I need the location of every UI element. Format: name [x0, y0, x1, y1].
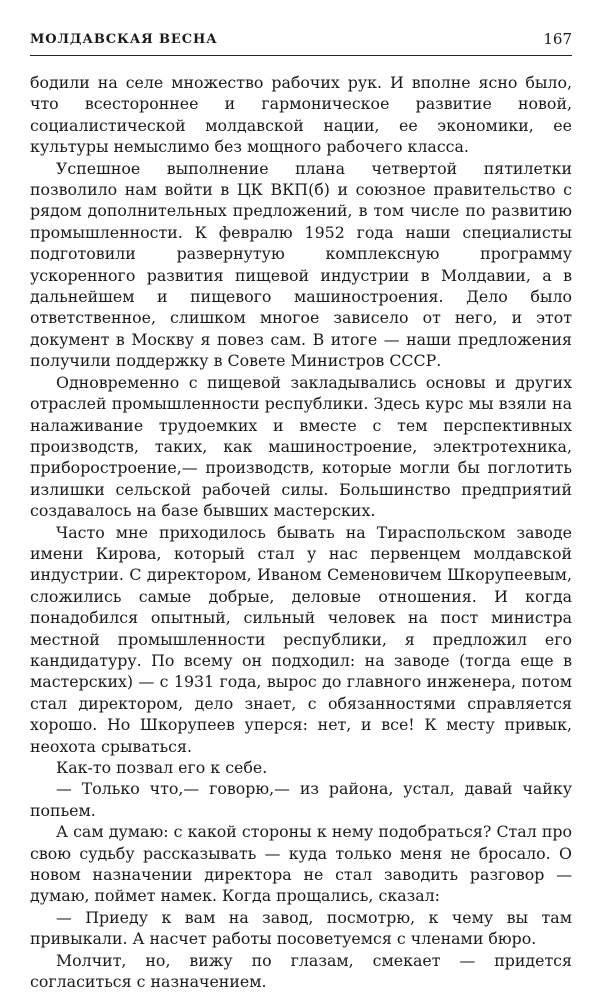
- paragraph: А сам думаю: с какой стороны к нему подобраться? Стал про свою судьбу рассказывать — куда только меня не бросало. О новом назначении директора не стал заводить разговор — думаю, поймет намек. Когда прощались, сказал:: [30, 822, 572, 906]
- body-text: [30, 72, 572, 992]
- paragraph: — Только что,— говорю,— из района, устал, давай чайку попьем.: [30, 779, 572, 820]
- paragraph: бодили на селе множество рабочих рук. И вполне ясно было, что всестороннее и гармоническое развитие новой, социалистической молдавской нации, ее экономики, ее культуры немыслимо без мощного рабочего класса.: [30, 73, 572, 157]
- paragraph: — Приеду к вам на завод, посмотрю, к чему вы там привыкали. А насчет работы посоветуемся с членами бюро.: [30, 907, 572, 949]
- paragraph: Как-то позвал его к себе.: [56, 758, 268, 777]
- header-rule: [30, 55, 572, 56]
- paragraph: Успешное выполнение плана четвертой пятилетки позволило нам войти в ЦК ВКП(б) и союзное правительство с рядом дополнительных предложений, в том числе по развитию промышленности. К февралю 1952 года наши специалисты подготовили развернутую комплексную программу ускоренного развития пищевой индустрии в Молдавии, а в дальнейшем и пищевого машиностроения. Дело было ответственное, слишком многое зависело от него, и этот документ в Москву я повез сам. В итоге — наши предложения получили поддержку в Совете Министров СССР.: [30, 158, 572, 371]
- page-header: [30, 30, 572, 54]
- paragraph: Одновременно с пищевой закладывались основы и других отраслей промышленности республики. Здесь курс мы взяли на налаживание трудоемких и вместе с тем перспективных производств, таких, как машиностроение, электротехника, приборостроение,— производств, которые могли бы поглотить излишки сельской рабочей силы. Большинство предприятий создавалось на базе бывших мастерских.: [30, 372, 572, 521]
- paragraph: Часто мне приходилось бывать на Тираспольском заводе имени Кирова, который стал у нас первенцем молдавской индустрии. С директором, Иваном Семеновичем Шкорупеевым, сложились самые добрые, деловые отношения. И когда понадобился опытный, сильный человек на пост министра местной промышленности республики, я предложил его кандидатуру. По всему он подходил: на заводе (тогда еще в мастерских) — с 1931 года, вырос до главного инженера, потом стал директором, дело знает, с обязанностями справляется хорошо. Но Шкорупеев уперся: нет, и все! К месту привык, неохота срываться.: [30, 522, 572, 756]
- page-number: 167: [543, 30, 572, 48]
- running-title: МОЛДАВСКАЯ ВЕСНА: [30, 32, 218, 47]
- paragraph: Молчит, но, вижу по глазам, смекает — придется согласиться с назначением.: [30, 950, 572, 992]
